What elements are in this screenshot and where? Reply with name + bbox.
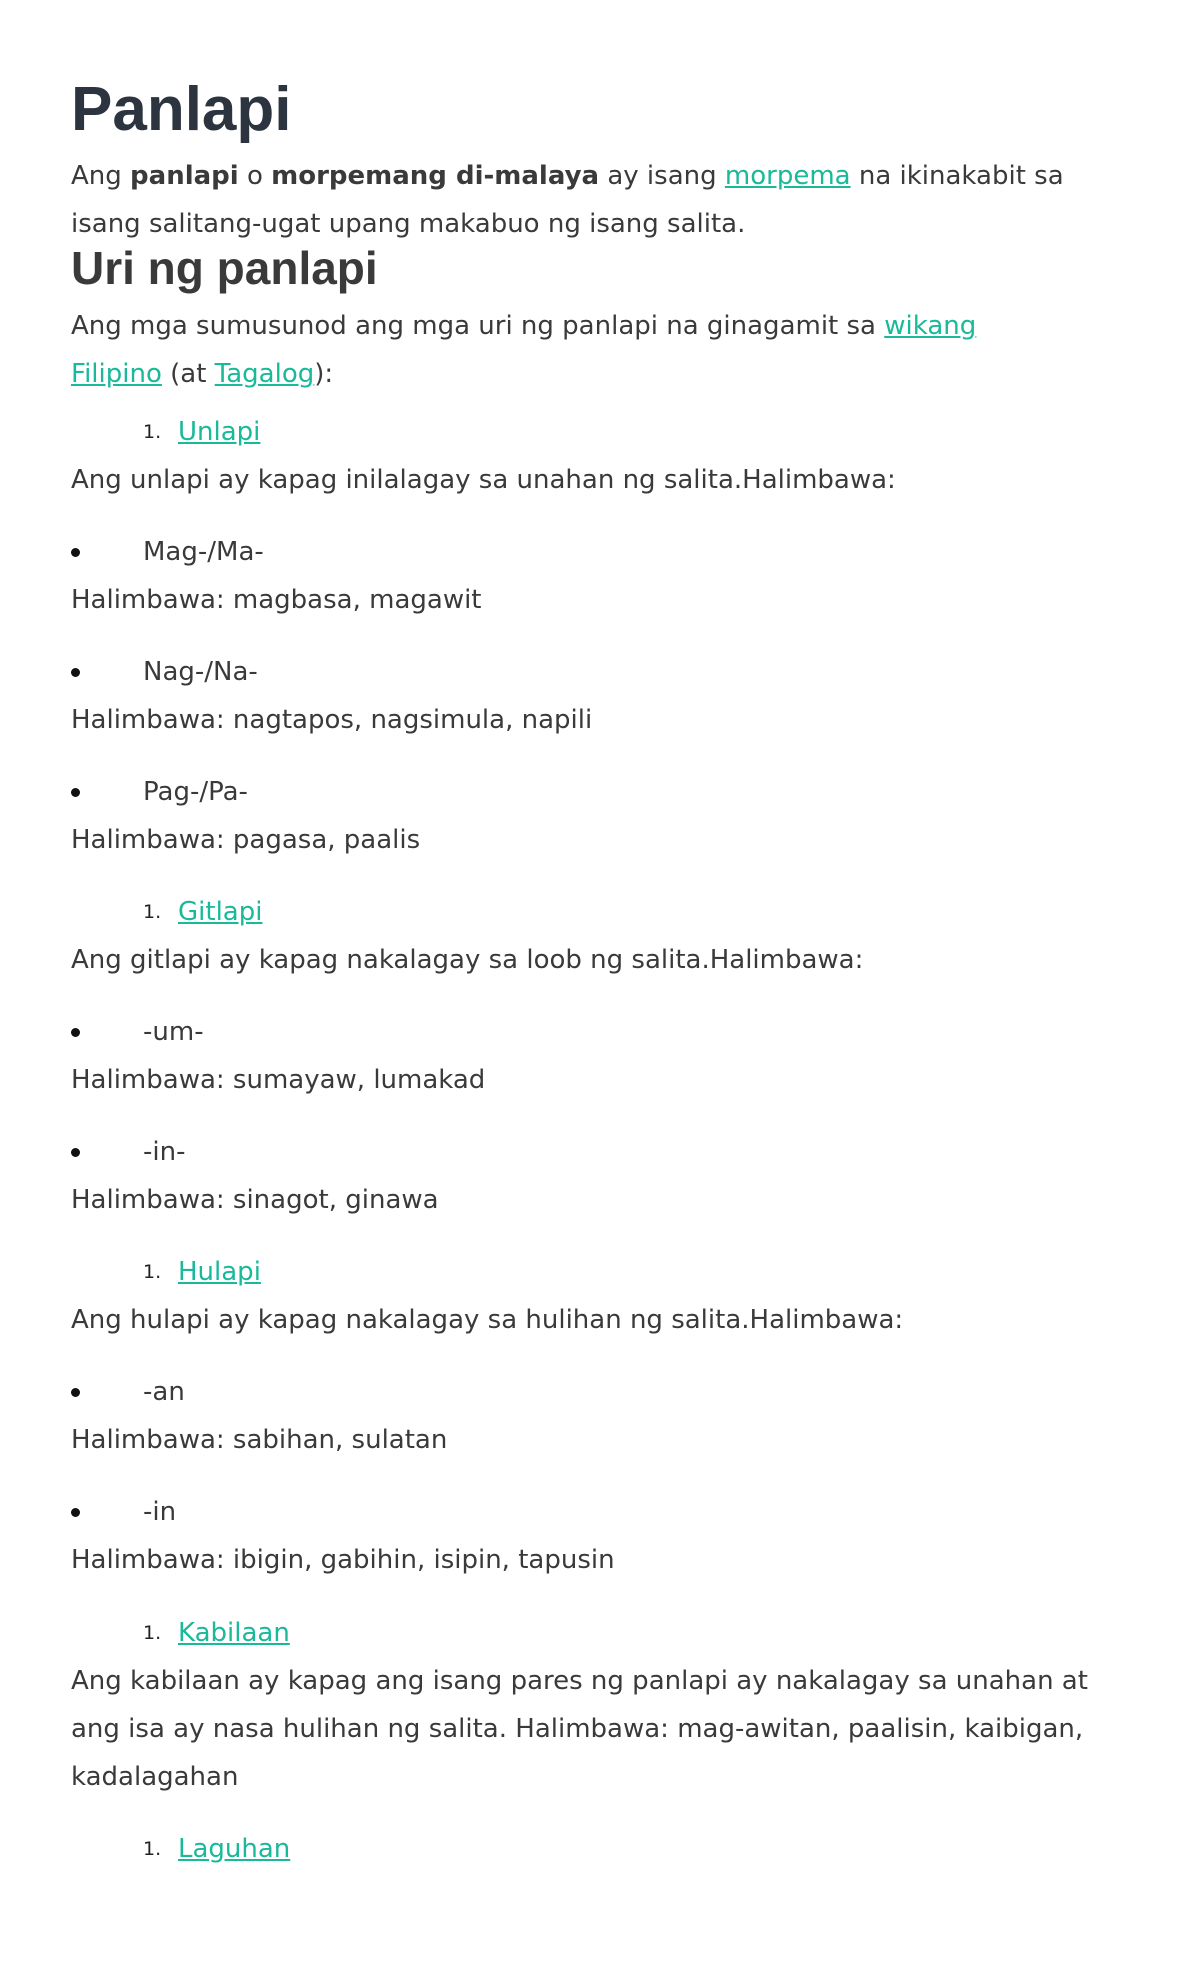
affix-item: Nag-/Na- bbox=[143, 657, 258, 687]
kabilaan-description-line: kadalagahan bbox=[71, 1762, 239, 1792]
bullet-icon bbox=[71, 548, 80, 557]
intro-text: o bbox=[238, 161, 272, 191]
intro-text: na ikinakabit sa bbox=[850, 161, 1064, 191]
bullet-icon bbox=[71, 1028, 80, 1037]
affix-item: -in bbox=[143, 1497, 177, 1527]
list-number: 1. bbox=[143, 1622, 162, 1644]
bullet-icon bbox=[71, 1388, 80, 1397]
affix-example: Halimbawa: pagasa, paalis bbox=[71, 825, 421, 855]
affix-item: Mag-/Ma- bbox=[143, 537, 264, 567]
link-gitlapi[interactable]: Gitlapi bbox=[178, 897, 263, 927]
link-kabilaan[interactable]: Kabilaan bbox=[178, 1618, 290, 1648]
section-intro bbox=[71, 302, 1151, 350]
kabilaan-description-line: Ang kabilaan ay kapag ang isang pares ng panlapi ay nakalagay sa unahan at bbox=[71, 1666, 1088, 1696]
list-number: 1. bbox=[143, 1838, 162, 1860]
intro-paragraph-line2: isang salitang-ugat upang makabuo ng isang salita. bbox=[71, 209, 746, 239]
hulapi-description: Ang hulapi ay kapag nakalagay sa hulihan ng salita.Halimbawa: bbox=[71, 1305, 904, 1335]
affix-item: -in- bbox=[143, 1137, 186, 1167]
intro-text: Ang bbox=[71, 161, 131, 191]
bullet-icon bbox=[71, 1508, 80, 1517]
link-wikang-filipino[interactable]: Filipino bbox=[71, 359, 162, 389]
gitlapi-description: Ang gitlapi ay kapag nakalagay sa loob ng salita.Halimbawa: bbox=[71, 945, 864, 975]
kabilaan-description-line: ang isa ay nasa hulihan ng salita. Halimbawa: mag-awitan, paalisin, kaibigan, bbox=[71, 1714, 1084, 1744]
affix-item: -um- bbox=[143, 1017, 204, 1047]
link-morpema[interactable]: morpema bbox=[724, 161, 851, 191]
affix-item: -an bbox=[143, 1377, 185, 1407]
section-intro-line2 bbox=[71, 350, 1151, 398]
link-unlapi[interactable]: Unlapi bbox=[178, 417, 261, 447]
section-intro-text: Ang mga sumusunod ang mga uri ng panlapi na ginagamit sa bbox=[71, 311, 885, 341]
link-tagalog[interactable]: Tagalog bbox=[214, 359, 315, 389]
affix-example: Halimbawa: nagtapos, nagsimula, napili bbox=[71, 705, 593, 735]
page-title: Panlapi bbox=[71, 75, 292, 144]
list-number: 1. bbox=[143, 421, 162, 443]
bullet-icon bbox=[71, 1148, 80, 1157]
affix-example: Halimbawa: sumayaw, lumakad bbox=[71, 1065, 486, 1095]
affix-example: Halimbawa: sinagot, ginawa bbox=[71, 1185, 439, 1215]
link-laguhan[interactable]: Laguhan bbox=[178, 1834, 291, 1864]
affix-example: Halimbawa: magbasa, magawit bbox=[71, 585, 482, 615]
intro-text: ay isang bbox=[599, 161, 725, 191]
affix-item: Pag-/Pa- bbox=[143, 777, 248, 807]
unlapi-description: Ang unlapi ay kapag inilalagay sa unahan ng salita.Halimbawa: bbox=[71, 465, 896, 495]
bullet-icon bbox=[71, 668, 80, 677]
list-number: 1. bbox=[143, 1261, 162, 1283]
link-wikang-filipino[interactable]: wikang bbox=[884, 311, 977, 341]
affix-example: Halimbawa: sabihan, sulatan bbox=[71, 1425, 448, 1455]
intro-bold-panlapi: panlapi bbox=[130, 161, 239, 191]
link-hulapi[interactable]: Hulapi bbox=[178, 1257, 261, 1287]
intro-paragraph bbox=[71, 152, 1151, 200]
section-intro-text: (at bbox=[161, 359, 215, 389]
section-heading: Uri ng panlapi bbox=[71, 242, 378, 294]
list-number: 1. bbox=[143, 901, 162, 923]
section-intro-text: ): bbox=[314, 359, 334, 389]
affix-example: Halimbawa: ibigin, gabihin, isipin, tapusin bbox=[71, 1545, 615, 1575]
intro-bold-morpemang: morpemang di-malaya bbox=[271, 161, 600, 191]
bullet-icon bbox=[71, 788, 80, 797]
